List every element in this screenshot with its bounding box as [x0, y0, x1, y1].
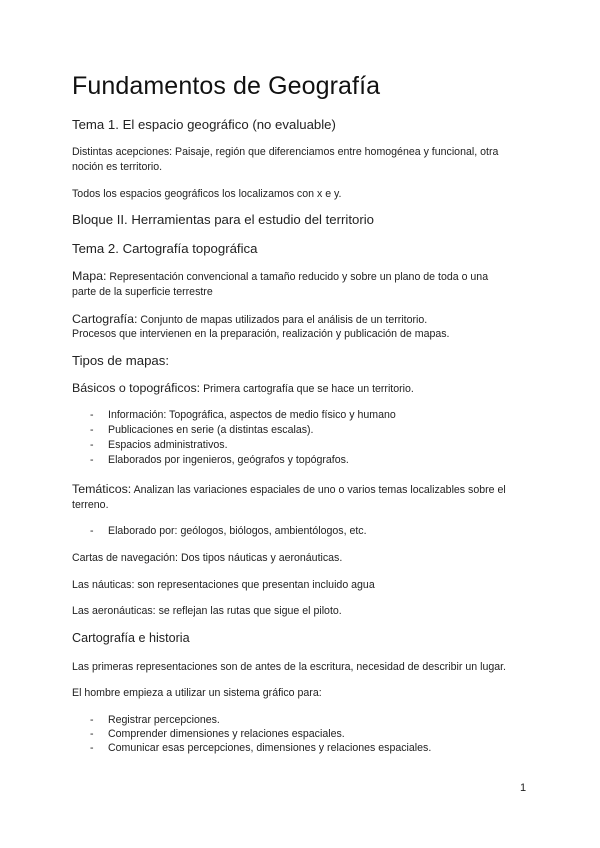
tematicos-definition-line1: [72, 481, 506, 498]
list-item: - Espacios administrativos.: [90, 439, 228, 451]
dash-bullet-icon: -: [90, 424, 94, 436]
list-item: - Elaborado por: geólogos, biólogos, ambientólogos, etc.: [90, 525, 367, 537]
basicos-text: Primera cartografía que se hace un territorio.: [203, 383, 414, 395]
tema1-paragraph2: Todos los espacios geográficos los localizamos con x e y.: [72, 188, 342, 200]
tematicos-definition-line2: terreno.: [72, 499, 109, 511]
list-item: - Elaborados por ingenieros, geógrafos y topógrafos.: [90, 454, 349, 466]
document-title: Fundamentos de Geografía: [72, 72, 381, 100]
cartografia-definition-line2: Procesos que intervienen en la preparación, realización y publicación de mapas.: [72, 328, 450, 340]
list-item: - Publicaciones en serie (a distintas escalas).: [90, 424, 314, 436]
page-number: 1: [520, 782, 527, 794]
list-item: - Registrar percepciones.: [90, 714, 220, 726]
dash-bullet-icon: -: [90, 714, 94, 726]
dash-bullet-icon: -: [90, 742, 94, 754]
historia-paragraph1: Las primeras representaciones son de antes de la escritura, necesidad de describir un lugar.: [72, 661, 507, 673]
list-item: - Información: Topográfica, aspectos de medio físico y humano: [90, 409, 396, 421]
cartas-navegacion: Cartas de navegación: Dos tipos náuticas y aeronáuticas.: [72, 552, 343, 564]
historia-paragraph2: El hombre empieza a utilizar un sistema gráfico para:: [72, 687, 322, 699]
historia-heading: Cartografía e historia: [72, 631, 190, 645]
dash-bullet-icon: -: [90, 525, 94, 537]
tema1-paragraph-line1: Distintas acepciones: Paisaje, región que diferenciamos entre homogénea y funcional, otra: [72, 146, 499, 158]
nauticas-paragraph: Las náuticas: son representaciones que presentan incluido agua: [72, 579, 375, 591]
tematicos-term: Temáticos:: [72, 482, 132, 496]
cartografia-text: Conjunto de mapas utilizados para el análisis de un territorio.: [140, 314, 428, 326]
tematicos-text: Analizan las variaciones espaciales de uno o varios temas localizables sobre el: [133, 484, 506, 496]
basicos-term: Básicos o topográficos:: [72, 381, 201, 395]
cartografia-term: Cartografía:: [72, 312, 138, 326]
dash-bullet-icon: -: [90, 409, 94, 421]
list-item: - Comunicar esas percepciones, dimensiones y relaciones espaciales.: [90, 742, 432, 754]
tipos-heading: Tipos de mapas:: [72, 353, 169, 368]
aeronauticas-paragraph: Las aeronáuticas: se reflejan las rutas que sigue el piloto.: [72, 605, 342, 617]
mapa-text: Representación convencional a tamaño reducido y sobre un plano de toda o una: [109, 271, 489, 283]
tema1-heading: Tema 1. El espacio geográfico (no evaluable): [72, 117, 336, 132]
mapa-definition-line2: parte de la superficie terrestre: [72, 286, 213, 298]
list-item: - Comprender dimensiones y relaciones espaciales.: [90, 728, 345, 740]
dash-bullet-icon: -: [90, 728, 94, 740]
tema2-heading: Tema 2. Cartografía topográfica: [72, 241, 258, 256]
tema1-paragraph-line2: noción es territorio.: [72, 161, 163, 173]
mapa-definition-line1: [72, 268, 488, 285]
mapa-term: Mapa:: [72, 269, 107, 283]
bloque2-heading: Bloque II. Herramientas para el estudio del territorio: [72, 212, 374, 227]
dash-bullet-icon: -: [90, 454, 94, 466]
dash-bullet-icon: -: [90, 439, 94, 451]
basicos-definition: [72, 380, 414, 397]
